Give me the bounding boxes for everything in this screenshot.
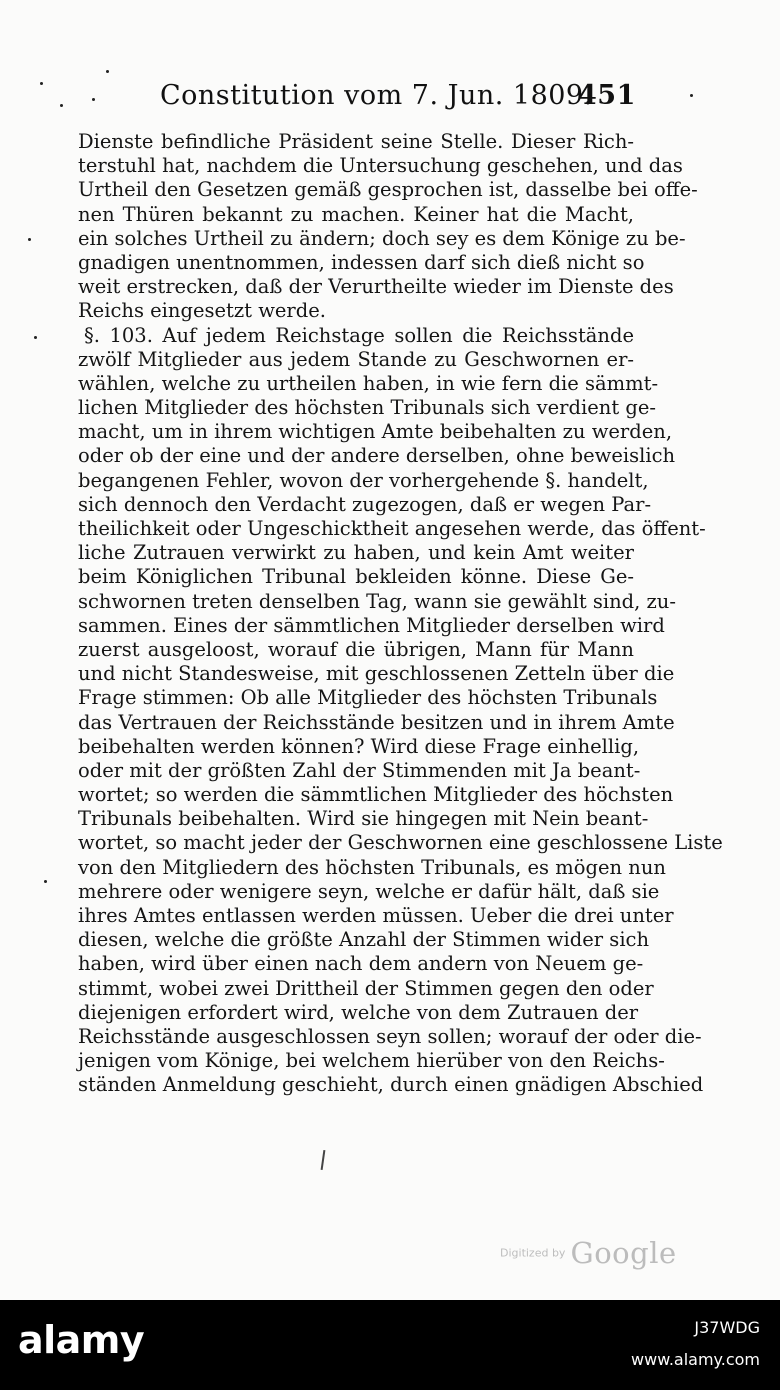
text-line: haben, wird über einen nach dem andern von Neuem ge- [78,952,644,976]
ink-speck [92,98,95,101]
text-line: lichen Mitglieder des höchsten Tribunals sich verdient ge- [78,396,656,420]
text-line: Frage stimmen: Ob alle Mitglieder des höchsten Tribunals [78,686,658,710]
alamy-logo: alamy [18,1318,145,1362]
text-line: mehrere oder wenigere seyn, welche er dafür hält, daß sie [78,879,660,903]
body-text [78,130,723,1098]
text-line: oder ob der eine und der andere derselben, ohne beweislich [78,444,676,468]
ink-speck [690,94,693,97]
text-line: Urtheil den Gesetzen gemäß gesprochen ist, dasselbe bei offe- [78,178,698,202]
text-line: zuerst ausgeloost, worauf die übrigen, Mann für Mann [78,637,634,661]
text-line: stimmt, wobei zwei Drittheil der Stimmen gegen den oder [78,976,654,1000]
text-line: liche Zutrauen verwirkt zu haben, und kein Amt weiter [78,541,634,565]
text-line: und nicht Standesweise, mit geschlossenen Zetteln über die [78,662,675,686]
text-line: Reichs eingesetzt werde. [78,299,326,323]
text-line: theilichkeit oder Ungeschicktheit angesehen werde, das öffent- [78,517,706,540]
text-line: macht, um in ihrem wichtigen Amte beibehalten zu werden, [78,420,673,444]
text-line: zwölf Mitglieder aus jedem Stande zu Geschwornen er- [78,347,634,371]
text-line: Tribunals beibehalten. Wird sie hingegen mit Nein beant- [78,807,649,831]
text-line: weit erstrecken, daß der Verurtheilte wieder im Dienste des [78,275,674,299]
ink-speck [60,104,63,107]
text-line: ständen Anmeldung geschieht, durch einen gnädigen Abschied [78,1073,704,1097]
text-line: jenigen vom Könige, bei welchem hierüber von den Reichs- [78,1049,665,1073]
stock-footer-bar [0,1300,780,1390]
text-line: gnadigen unentnommen, indessen darf sich dieß nicht so [78,250,645,274]
text-line: Dienste befindliche Präsident seine Stelle. Dieser Rich- [78,130,634,153]
text-line: das Vertrauen der Reichsstände besitzen und in ihrem Amte [78,710,675,734]
ink-speck [40,82,43,85]
text-line: schwornen treten denselben Tag, wann sie gewählt sind, zu- [78,589,676,613]
ink-speck [28,238,31,241]
text-line: sammen. Eines der sämmtlichen Mitglieder derselben wird [78,613,665,637]
image-code: J37WDG [694,1318,760,1337]
text-line: begangenen Fehler, wovon der vorhergehende §. handelt, [78,468,649,492]
text-line: ein solches Urtheil zu ändern; doch sey es dem Könige zu be- [78,226,686,250]
text-line: diejenigen erfordert wird, welche von dem Zutrauen der [78,1000,639,1024]
pen-stroke-mark [321,1150,326,1170]
text-line: beibehalten werden können? Wird diese Frage einhellig, [78,734,640,758]
running-title: Constitution vom 7. Jun. 1809. [160,80,593,111]
digitized-by-google-watermark [500,1236,677,1272]
text-line: ihres Amtes entlassen werden müssen. Ueber die drei unter [78,904,674,927]
footer-url: www.alamy.com [631,1350,760,1369]
watermark-digitized-by: Digitized by [500,1246,566,1260]
ink-speck [106,70,109,73]
running-header [160,76,636,116]
google-logo: Google [570,1236,677,1270]
text-line: §. 103. Auf jedem Reichstage sollen die Reichsstände [84,323,634,347]
text-line: nen Thüren bekannt zu machen. Keiner hat die Macht, [78,202,634,226]
text-line: sich dennoch den Verdacht zugezogen, daß er wegen Par- [78,492,652,516]
ink-speck [44,880,47,883]
text-line: wortet, so macht jeder der Geschwornen eine geschlossene Liste [78,831,723,855]
text-line: von den Mitgliedern des höchsten Tribunals, es mögen nun [78,855,666,879]
ink-speck [34,336,37,339]
page-number: 451 [578,80,636,111]
text-line: diesen, welche die größte Anzahl der Stimmen wider sich [78,928,650,952]
text-line: wählen, welche zu urtheilen haben, in wie fern die sämmt- [78,371,659,395]
text-line: wortet; so werden die sämmtlichen Mitglieder des höchsten [78,783,674,807]
text-line: terstuhl hat, nachdem die Untersuchung geschehen, und das [78,154,683,178]
text-line: beim Königlichen Tribunal bekleiden könne. Diese Ge- [78,565,634,589]
text-line: oder mit der größten Zahl der Stimmenden mit Ja beant- [78,758,641,782]
text-line: Reichsstände ausgeschlossen seyn sollen; worauf der oder die- [78,1024,702,1048]
